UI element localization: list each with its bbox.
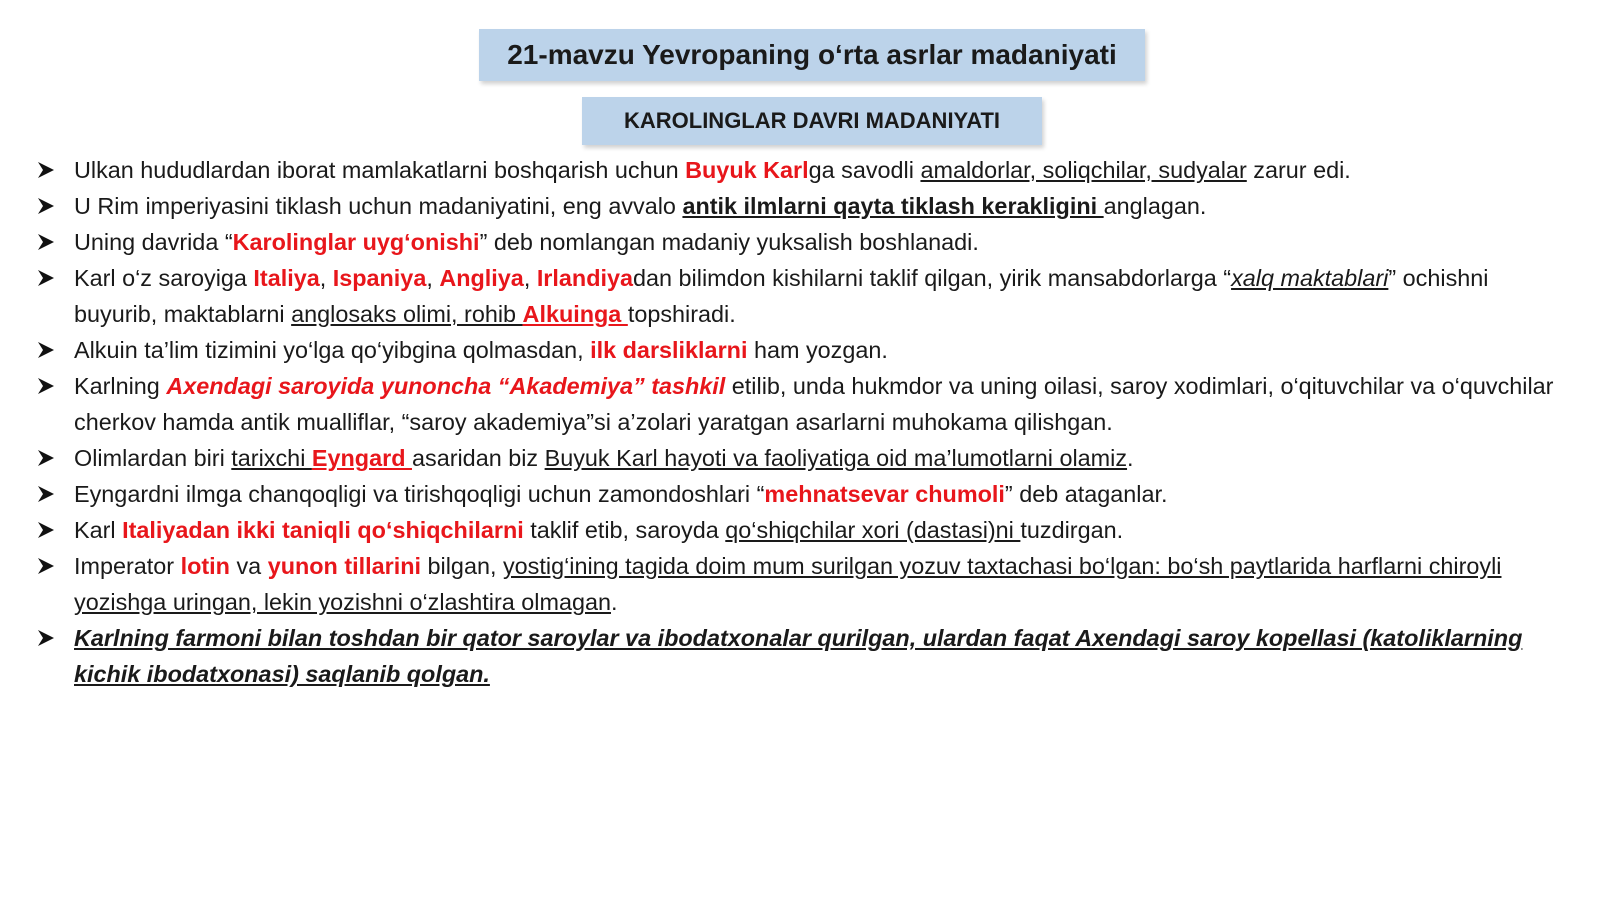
bullet-text-segment: , (426, 265, 440, 291)
bullet-text-segment: tuzdirgan. (1020, 517, 1124, 543)
bullet-text-segment: xalq maktablari (1231, 265, 1389, 291)
bullet-item (36, 224, 1576, 260)
arrow-bullet-icon (36, 548, 62, 584)
bullet-text-segment: Eyngard (311, 445, 412, 471)
bullet-text-segment: Karl (74, 517, 123, 543)
bullet-text-segment: anglosaks olimi, rohib (291, 301, 523, 327)
bullet-text-segment: asaridan biz (411, 445, 545, 471)
bullet-item (36, 260, 1576, 332)
bullet-text-segment: yostig‘ining tagida doim mum surilgan yozuv taxtachasi bo‘lgan: bo‘sh paytlarida harflarni chiroyli yozishga uringan, lekin yozishni o‘zlashtira olmagan (74, 553, 1502, 615)
bullet-text-segment: zarur edi. (1246, 157, 1351, 183)
bullet-text-segment: . (610, 589, 618, 615)
bullet-text-segment: taklif etib, saroyda (523, 517, 726, 543)
bullet-text-segment: Karlning farmoni bilan toshdan bir qator saroylar va ibodatxonalar qurilgan, ulardan faqat Axendagi saroy kopellasi (katoliklarning kichik ibodatxonasi) saqlanib qolgan. (74, 625, 1523, 687)
bullet-text-segment: Italiya (253, 265, 320, 291)
arrow-bullet-icon (36, 476, 62, 512)
bullet-item (36, 368, 1576, 440)
bullet-item (36, 152, 1576, 188)
bullet-text-segment: ilk darsliklarni (590, 337, 748, 363)
bullet-text-segment: , (319, 265, 333, 291)
bullet-text-segment: anglagan. (1103, 193, 1207, 219)
bullet-item (36, 548, 1576, 620)
bullet-text-segment: Angliya (439, 265, 524, 291)
bullet-item (36, 188, 1576, 224)
bullet-text-segment: Axendagi saroyida yunoncha “Akademiya” tashkil (166, 373, 726, 399)
arrow-bullet-icon (36, 512, 62, 548)
bullet-text-segment: Italiyadan ikki taniqli qo‘shiqchilarni (122, 517, 524, 543)
bullet-item (36, 476, 1576, 512)
bullet-text-segment: ham yozgan. (747, 337, 888, 363)
bullet-text-segment: tarixchi (231, 445, 312, 471)
bullet-text-segment: ” deb nomlangan madaniy yuksalish boshlanadi. (479, 229, 979, 255)
arrow-bullet-icon (36, 620, 62, 656)
bullet-item (36, 512, 1576, 548)
bullet-text-segment: qo‘shiqchilar xori (dastasi)ni (725, 517, 1021, 543)
arrow-bullet-icon (36, 260, 62, 296)
slide-subtitle: KAROLINGLAR DAVRI MADANIYATI (582, 97, 1042, 145)
bullet-text-segment: antik ilmlarni qayta tiklash kerakligini (682, 193, 1104, 219)
bullet-text-segment: Uning davrida “ (74, 229, 233, 255)
bullet-text-segment: Ispaniya (332, 265, 427, 291)
bullet-text-segment: lotin (180, 553, 230, 579)
bullet-text-segment: etilib, unda hukmdor va uning oilasi, saroy xodimlari, o‘qituvchilar va o‘quvchilar cherkov hamda antik mualliflar, “saroy akademiya”si a’zolari yaratgan asarlarni muhokama qilishgan. (74, 373, 1554, 435)
bullet-text-segment: ” ochishni buyurib, maktablarni (74, 265, 1489, 327)
bullet-text-segment: topshiradi. (627, 301, 736, 327)
bullet-item (36, 620, 1576, 692)
bullet-text-segment: U Rim imperiyasini tiklash uchun madaniyatini, eng avvalo (74, 193, 683, 219)
bullet-text-segment: yunon tillarini (267, 553, 422, 579)
bullet-text-segment: ga savodli (808, 157, 921, 183)
bullet-text-segment: Karlning (74, 373, 167, 399)
bullet-text-segment: ” deb ataganlar. (1004, 481, 1168, 507)
bullet-text-segment: , (523, 265, 537, 291)
bullet-text-segment: Karolinglar uyg‘onishi (232, 229, 480, 255)
bullet-text-segment: Alkuinga (522, 301, 628, 327)
bullet-text-segment: . (1127, 445, 1134, 471)
bullet-text-segment: mehnatsevar chumoli (764, 481, 1005, 507)
bullet-text-segment: Imperator (74, 553, 181, 579)
bullet-item (36, 332, 1576, 368)
bullet-text-segment: amaldorlar, soliqchilar, sudyalar (920, 157, 1247, 183)
arrow-bullet-icon (36, 332, 62, 368)
bullet-text-segment: Ulkan hududlardan iborat mamlakatlarni boshqarish uchun (74, 157, 686, 183)
arrow-bullet-icon (36, 368, 62, 404)
bullet-text-segment: Karl o‘z saroyiga (74, 265, 254, 291)
bullet-text-segment: Buyuk Karl (685, 157, 809, 183)
bullet-text-segment: Alkuin ta’lim tizimini yo‘lga qo‘yibgina qolmasdan, (74, 337, 591, 363)
bullet-item (36, 440, 1576, 476)
bullet-text-segment: Buyuk Karl hayoti va faoliyatiga oid ma’lumotlarni olamiz (544, 445, 1128, 471)
arrow-bullet-icon (36, 152, 62, 188)
bullet-text-segment: bilgan, (421, 553, 503, 579)
bullet-text-segment: Eyngardni ilmga chanqoqligi va tirishqoqligi uchun zamondoshlari “ (74, 481, 765, 507)
arrow-bullet-icon (36, 440, 62, 476)
arrow-bullet-icon (36, 224, 62, 260)
bullet-text-segment: va (229, 553, 268, 579)
bullet-list (36, 152, 1576, 692)
bullet-text-segment: dan bilimdon kishilarni taklif qilgan, yirik mansabdorlarga “ (633, 265, 1232, 291)
bullet-text-segment: Irlandiya (536, 265, 634, 291)
bullet-text-segment: Olimlardan biri (74, 445, 232, 471)
slide-title: 21-mavzu Yevropaning o‘rta asrlar madaniyati (479, 29, 1145, 81)
arrow-bullet-icon (36, 188, 62, 224)
